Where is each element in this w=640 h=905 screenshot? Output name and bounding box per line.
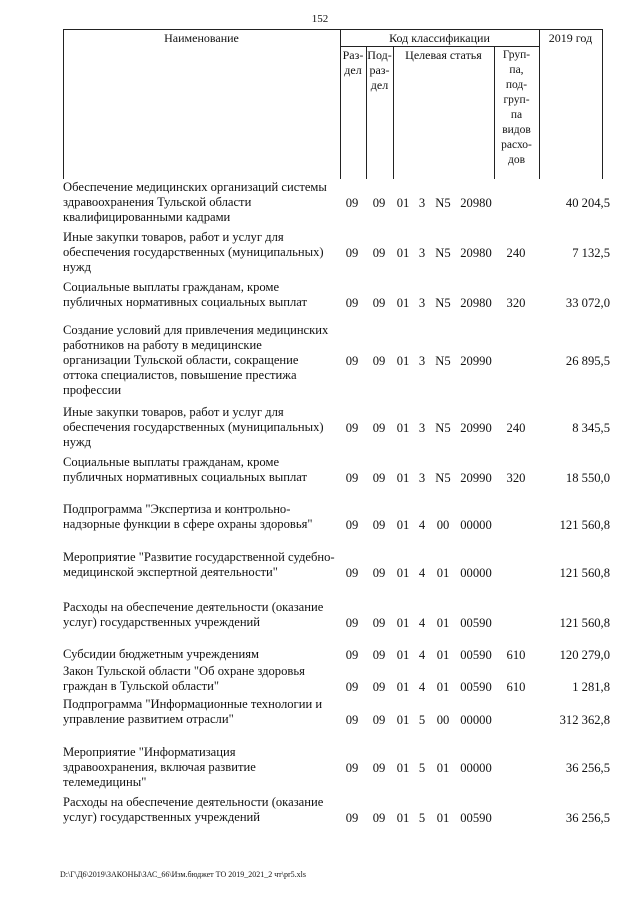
row-code-c1: 01 (396, 713, 410, 727)
row-code-c4: 00000 (460, 761, 492, 775)
row-code-rz: 09 (345, 196, 359, 210)
row-code-c4: 20980 (460, 296, 492, 310)
row-code-rz: 09 (345, 354, 359, 368)
row-amount: 18 550,0 (565, 471, 610, 485)
row-code-pr: 09 (372, 713, 386, 727)
row-name-line: Мероприятие "Развитие государственной судебно- (63, 550, 335, 564)
row-code-c2: 3 (418, 196, 426, 210)
row-code-c3: N5 (435, 296, 451, 310)
row-code-c3: 00 (436, 518, 450, 532)
header-razdel (340, 48, 366, 78)
row-name-line: обеспечения государственных (муниципальных) (63, 420, 324, 434)
row-code-rz: 09 (345, 811, 359, 825)
row-code-c1: 01 (396, 296, 410, 310)
row-code-c2: 3 (418, 471, 426, 485)
row-code-c3: 01 (436, 616, 450, 630)
row-amount: 7 132,5 (572, 246, 610, 260)
row-amount: 8 345,5 (572, 421, 610, 435)
row-code-c3: 01 (436, 648, 450, 662)
row-name-line: обеспечения государственных (муниципальных) (63, 245, 324, 259)
row-code-c1: 01 (396, 246, 410, 260)
row-name (63, 455, 338, 485)
group-divider (539, 29, 540, 179)
row-code-rz: 09 (345, 471, 359, 485)
row-name-line: Социальные выплаты гражданам, кроме (63, 455, 280, 469)
row-name (63, 502, 338, 532)
row-amount: 26 895,5 (565, 354, 610, 368)
row-code-c1: 01 (396, 196, 410, 210)
row-name-line: услуг) государственных учреждений (63, 615, 261, 629)
row-code-rz: 09 (345, 421, 359, 435)
header-left-border (63, 29, 64, 179)
row-name (63, 600, 338, 630)
row-code-rz: 09 (345, 296, 359, 310)
header-group-line: груп- (503, 94, 530, 106)
header-group-line: па, (509, 64, 524, 76)
row-code-c3: 00 (436, 713, 450, 727)
row-code-vr: 240 (506, 421, 526, 435)
header-podrazdel (366, 48, 393, 93)
header-podrazdel-line: Под- (367, 48, 392, 62)
row-name (63, 550, 338, 580)
row-code-rz: 09 (345, 648, 359, 662)
row-code-pr: 09 (372, 471, 386, 485)
row-name-line: нужд (63, 435, 91, 449)
row-code-c4: 00590 (460, 648, 492, 662)
row-name (63, 323, 338, 398)
row-code-rz: 09 (345, 246, 359, 260)
row-code-c1: 01 (396, 811, 410, 825)
row-code-c1: 01 (396, 616, 410, 630)
row-code-pr: 09 (372, 354, 386, 368)
header-classification: Код классификации (389, 31, 490, 45)
row-name-line: публичных нормативных социальных выплат (63, 470, 308, 484)
row-code-vr: 320 (506, 296, 526, 310)
row-code-c4: 20980 (460, 246, 492, 260)
row-code-c3: 01 (436, 680, 450, 694)
row-code-c4: 00000 (460, 713, 492, 727)
row-code-c1: 01 (396, 518, 410, 532)
row-code-c2: 4 (418, 680, 426, 694)
row-code-c3: N5 (435, 246, 451, 260)
row-code-c4: 20990 (460, 354, 492, 368)
row-amount: 312 362,8 (559, 713, 610, 727)
row-code-c2: 5 (418, 713, 426, 727)
row-amount: 121 560,8 (559, 518, 610, 532)
row-code-c2: 4 (418, 566, 426, 580)
row-code-c3: 01 (436, 811, 450, 825)
row-name-line: управление развитием отрасли" (63, 712, 234, 726)
row-amount: 1 281,8 (572, 680, 610, 694)
row-code-c1: 01 (396, 648, 410, 662)
row-code-pr: 09 (372, 616, 386, 630)
row-name-line: здравоохранения, включая развитие (63, 760, 256, 774)
header-razdel-line: Раз- (342, 48, 364, 62)
row-amount: 40 204,5 (565, 196, 610, 210)
header-top-border (63, 29, 603, 30)
row-code-c3: N5 (435, 354, 451, 368)
header-group-line: под- (505, 79, 528, 91)
row-code-c4: 00590 (460, 616, 492, 630)
row-name-line: квалифицированными кадрами (63, 210, 231, 224)
row-code-c4: 20990 (460, 421, 492, 435)
row-code-rz: 09 (345, 518, 359, 532)
header-name: Наименование (164, 31, 239, 45)
row-code-c4: 20980 (460, 196, 492, 210)
page-number: 152 (311, 13, 329, 25)
row-code-c2: 5 (418, 761, 426, 775)
row-name (63, 647, 338, 662)
row-name-line: работников на работу в медицинские (63, 338, 262, 352)
row-name (63, 230, 338, 275)
header-right-border (602, 29, 603, 179)
row-code-c1: 01 (396, 421, 410, 435)
header-group-line: видов (502, 124, 531, 136)
row-code-rz: 09 (345, 713, 359, 727)
row-code-rz: 09 (345, 616, 359, 630)
row-code-c3: N5 (435, 196, 451, 210)
row-name-line: Подпрограмма "Информационные технологии и (63, 697, 323, 711)
classification-divider (340, 46, 539, 47)
row-name-line: Расходы на обеспечение деятельности (оказание (63, 795, 324, 809)
row-name-line: Иные закупки товаров, работ и услуг для (63, 405, 284, 419)
podrazdel-divider (393, 46, 394, 179)
row-name-line: здравоохранения Тульской области (63, 195, 252, 209)
row-code-c3: 01 (436, 761, 450, 775)
row-name-line: нужд (63, 260, 91, 274)
header-target: Целевая статья (405, 48, 482, 62)
row-code-c2: 5 (418, 811, 426, 825)
header-group (494, 48, 539, 168)
row-code-pr: 09 (372, 421, 386, 435)
row-name (63, 180, 338, 225)
header-group-line: Груп- (502, 49, 531, 61)
row-name-line: оттока специалистов, повышение престижа (63, 368, 297, 382)
row-name (63, 745, 338, 790)
row-code-c2: 3 (418, 296, 426, 310)
row-code-c2: 4 (418, 518, 426, 532)
row-name-line: Социальные выплаты гражданам, кроме (63, 280, 280, 294)
row-code-c1: 01 (396, 566, 410, 580)
row-amount: 36 256,5 (565, 761, 610, 775)
table-header (63, 29, 603, 179)
row-code-c2: 3 (418, 354, 426, 368)
row-code-rz: 09 (345, 566, 359, 580)
row-name-line: Мероприятие "Информатизация (63, 745, 236, 759)
row-code-pr: 09 (372, 518, 386, 532)
row-name-line: телемедицины" (63, 775, 147, 789)
row-code-c2: 3 (418, 421, 426, 435)
row-name-line: граждан в Тульской области" (63, 679, 220, 693)
header-group-line: па (510, 109, 523, 121)
row-name (63, 405, 338, 450)
row-amount: 121 560,8 (559, 566, 610, 580)
row-code-rz: 09 (345, 761, 359, 775)
header-group-line: дов (507, 154, 526, 166)
row-code-pr: 09 (372, 811, 386, 825)
row-name (63, 795, 338, 825)
row-name-line: надзорные функции в сфере охраны здоровья" (63, 517, 313, 531)
row-name-line: публичных нормативных социальных выплат (63, 295, 308, 309)
row-code-c3: N5 (435, 421, 451, 435)
row-code-vr: 320 (506, 471, 526, 485)
row-code-rz: 09 (345, 680, 359, 694)
row-code-c2: 4 (418, 616, 426, 630)
row-code-c1: 01 (396, 471, 410, 485)
row-name-line: профессии (63, 383, 122, 397)
row-code-c2: 4 (418, 648, 426, 662)
row-name-line: Подпрограмма "Экспертиза и контрольно- (63, 502, 291, 516)
row-name-line: организации Тульской области, сокращение (63, 353, 299, 367)
row-name-line: услуг) государственных учреждений (63, 810, 261, 824)
row-code-c4: 20990 (460, 471, 492, 485)
row-name (63, 697, 338, 727)
row-code-c4: 00590 (460, 811, 492, 825)
row-code-pr: 09 (372, 761, 386, 775)
row-name (63, 280, 338, 310)
row-code-pr: 09 (372, 296, 386, 310)
row-name-line: Иные закупки товаров, работ и услуг для (63, 230, 284, 244)
row-name-line: медицинской экспертной деятельности" (63, 565, 278, 579)
row-name (63, 664, 338, 694)
row-code-c2: 3 (418, 246, 426, 260)
row-code-pr: 09 (372, 680, 386, 694)
row-code-vr: 240 (506, 246, 526, 260)
row-code-pr: 09 (372, 246, 386, 260)
header-podrazdel-line: дел (370, 78, 389, 92)
row-name-line: Расходы на обеспечение деятельности (оказание (63, 600, 324, 614)
row-amount: 120 279,0 (559, 648, 610, 662)
row-code-c1: 01 (396, 761, 410, 775)
row-amount: 33 072,0 (565, 296, 610, 310)
header-group-line: расхо- (501, 139, 532, 151)
row-amount: 36 256,5 (565, 811, 610, 825)
row-code-vr: 610 (506, 648, 526, 662)
row-code-c1: 01 (396, 354, 410, 368)
header-year: 2019 год (548, 31, 593, 45)
row-code-c4: 00590 (460, 680, 492, 694)
row-name-line: Закон Тульской области "Об охране здоровья (63, 664, 305, 678)
row-code-c4: 00000 (460, 518, 492, 532)
header-podrazdel-line: раз- (369, 63, 390, 77)
row-code-pr: 09 (372, 196, 386, 210)
row-code-c3: N5 (435, 471, 451, 485)
header-razdel-line: дел (344, 63, 362, 77)
row-name-line: Создание условий для привлечения медицинских (63, 323, 329, 337)
row-code-vr: 610 (506, 680, 526, 694)
footer-file-path: D:\Г\Д6\2019\ЗАКОНЫ\ЗАС_66\Изм.бюджет ТО 2019_2021_2 чт\pr5.xls (60, 870, 306, 879)
row-name-line: Обеспечение медицинских организаций системы (63, 180, 327, 194)
row-code-c4: 00000 (460, 566, 492, 580)
row-name-line: Субсидии бюджетным учреждениям (63, 647, 259, 661)
row-code-c1: 01 (396, 680, 410, 694)
row-code-c3: 01 (436, 566, 450, 580)
row-code-pr: 09 (372, 648, 386, 662)
row-code-pr: 09 (372, 566, 386, 580)
row-amount: 121 560,8 (559, 616, 610, 630)
